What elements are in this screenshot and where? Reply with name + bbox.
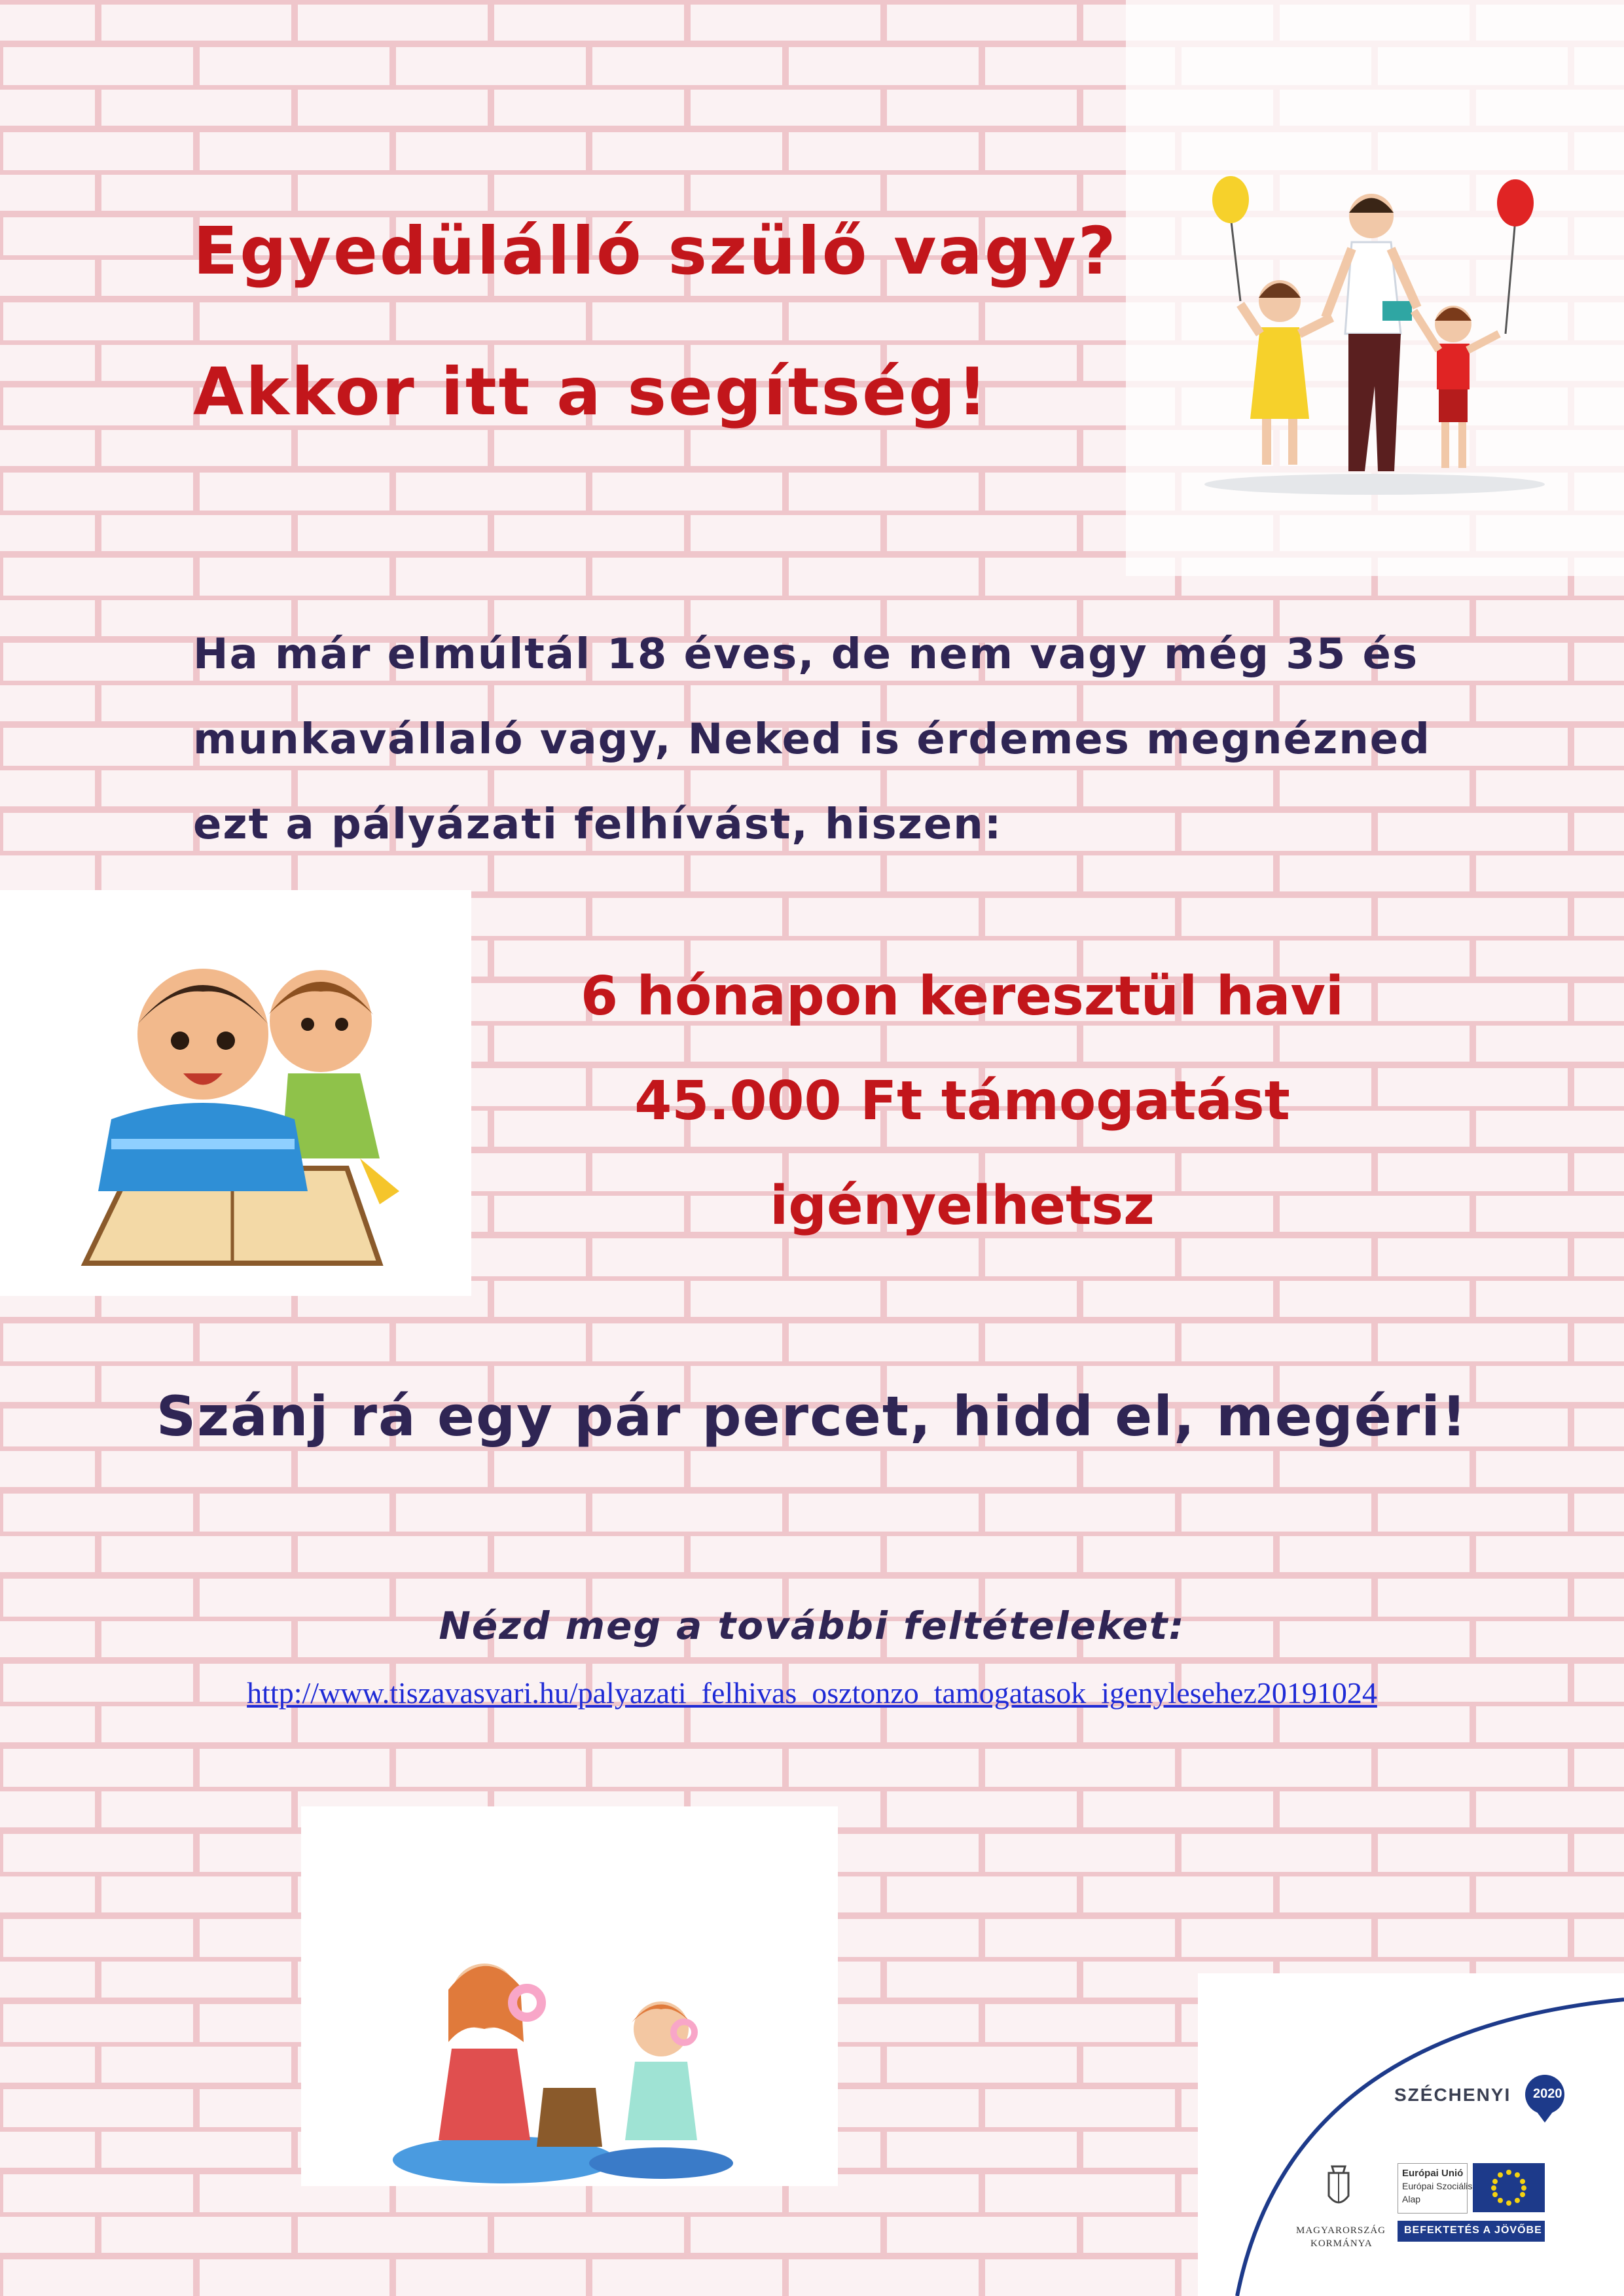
gov-line-1: MAGYARORSZÁG [1296, 2225, 1386, 2236]
eu-line-2: Európai Szociális [1402, 2181, 1473, 2191]
more-info-label: Nézd meg a további feltételeket: [439, 1604, 1185, 1648]
offer-line-3: igényelhetsz [770, 1175, 1155, 1237]
szechenyi-2020-logo [1198, 1973, 1624, 2296]
father-child-reading-illustration [72, 942, 412, 1283]
eu-line-3: Alap [1402, 2194, 1421, 2204]
more-info-link[interactable]: http://www.tiszavasvari.hu/palyazati_felhivas_osztonzo_tamogatasok_igenylesehez20191024 [247, 1676, 1377, 1710]
intro-line-1: Ha már elmúltál 18 éves, de nem vagy még 35 és [193, 630, 1419, 679]
intro-text [193, 612, 1437, 867]
call-to-action: Szánj rá egy pár percet, hidd el, megéri! [156, 1384, 1468, 1448]
eu-flag-icon [1473, 2163, 1545, 2212]
logo-arc [1198, 1973, 1624, 2296]
intro-line-2: munkavállaló vagy, Neked is érdemes megnézned [193, 715, 1431, 764]
offer-line-2: 45.000 Ft támogatást [634, 1070, 1290, 1132]
hungarian-coat-of-arms-icon [1322, 2160, 1355, 2212]
logo-program-name: SZÉCHENYI [1394, 2085, 1511, 2105]
headline-line-2: Akkor itt a segítség! [193, 353, 990, 430]
gov-line-2: KORMÁNYA [1310, 2238, 1373, 2249]
logo-year: 2020 [1533, 2087, 1562, 2101]
intro-line-3: ezt a pályázati felhívást, hiszen: [193, 800, 1003, 849]
logo-slogan: BEFEKTETÉS A JÖVŐBE [1404, 2225, 1542, 2236]
offer-line-1: 6 hónapon keresztül havi [580, 965, 1344, 1028]
eu-line-1: Európai Unió [1402, 2168, 1464, 2179]
headline-line-1: Egyedülálló szülő vagy? [193, 213, 1118, 289]
family-balloons-illustration [1191, 170, 1558, 511]
mother-child-donuts-illustration [386, 1950, 753, 2186]
